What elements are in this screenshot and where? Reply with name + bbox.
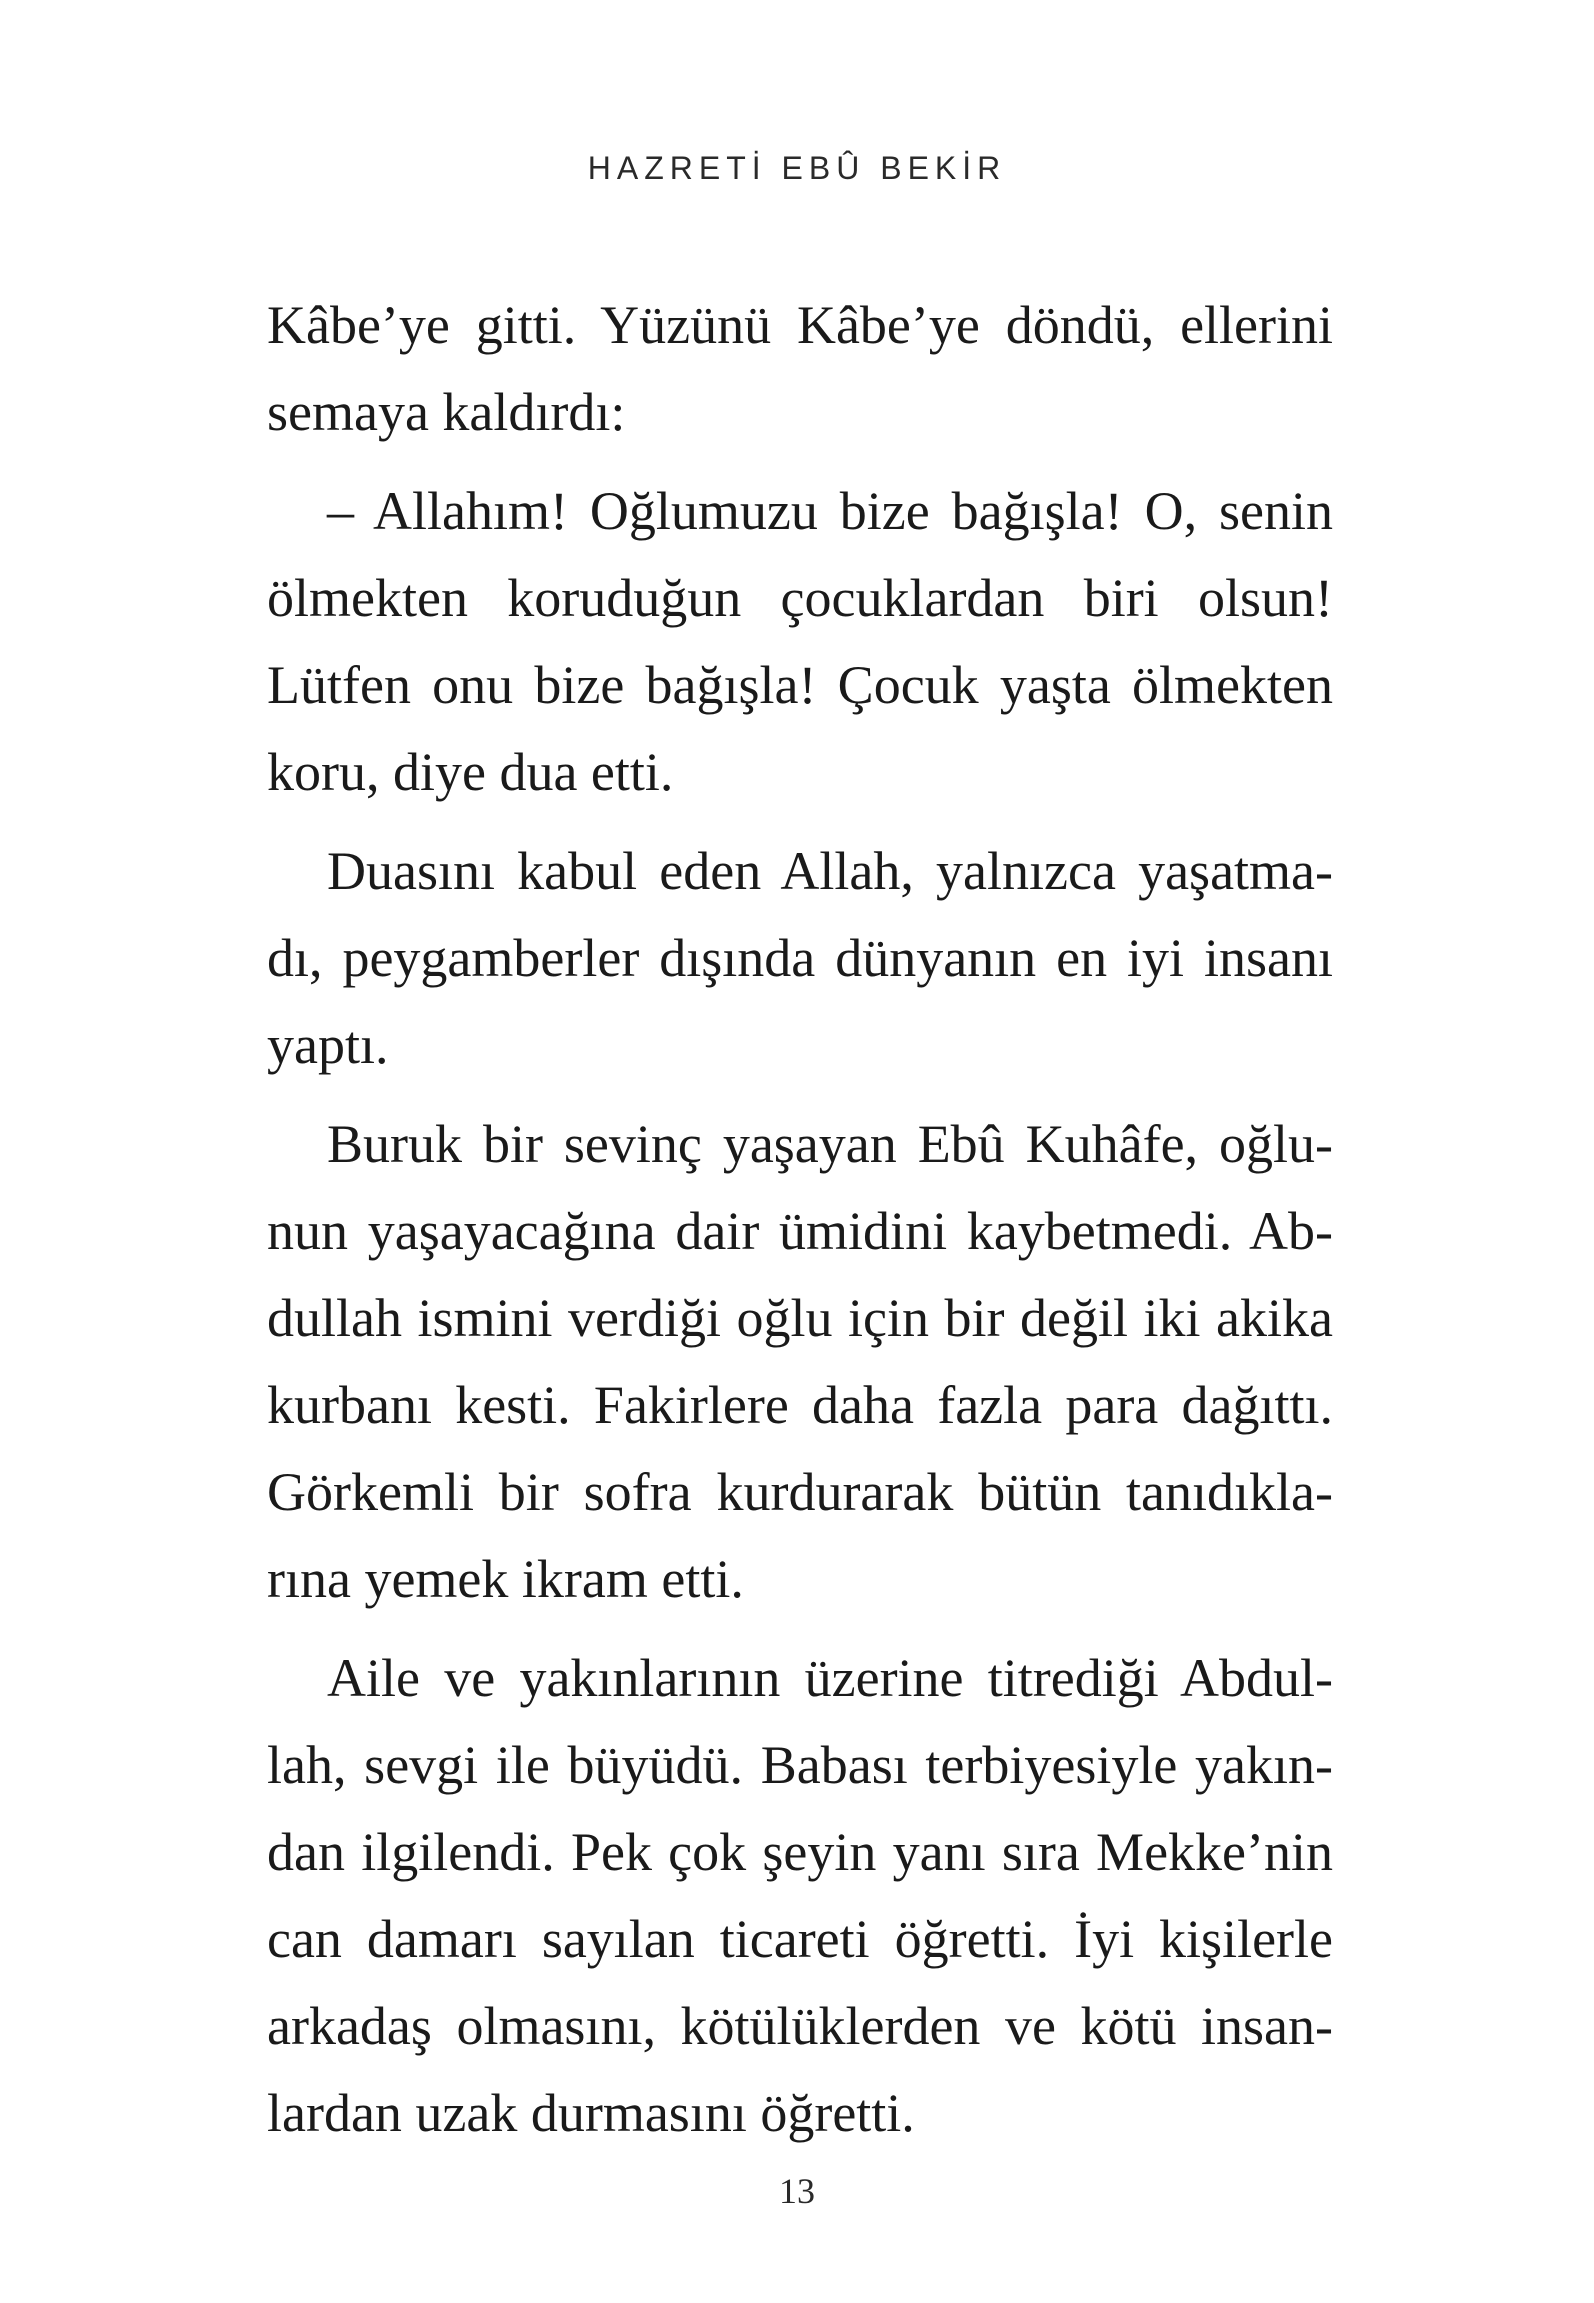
text-line: nun yaşayacağına dair ümidini kaybetmedi. Ab- <box>267 1201 1333 1261</box>
body-text <box>267 282 1333 2157</box>
running-head-title: HAZRETİ EBÛ BEKİR <box>587 150 1007 186</box>
text-line: lardan uzak durmasını öğretti. <box>267 2083 915 2143</box>
text-line: kurbanı kesti. Fakirlere daha fazla para dağıttı. <box>267 1375 1333 1435</box>
text-line: Aile ve yakınlarının üzerine titrediği Abdul- <box>327 1648 1333 1708</box>
paragraph-gap <box>267 1623 1333 1635</box>
text-line: Görkemli bir sofra kurdurarak bütün tanıdıkla- <box>267 1462 1333 1522</box>
paragraph-gap <box>267 1089 1333 1101</box>
text-line: Duasını kabul eden Allah, yalnızca yaşatma- <box>327 841 1333 901</box>
text-line: rına yemek ikram etti. <box>267 1549 744 1609</box>
text-line: dullah ismini verdiği oğlu için bir değil iki akika <box>267 1288 1333 1348</box>
text-line: yaptı. <box>267 1015 389 1075</box>
paragraph-gap <box>267 456 1333 468</box>
text-line: Buruk bir sevinç yaşayan Ebû Kuhâfe, oğlu- <box>327 1114 1333 1174</box>
text-line: dı, peygamberler dışında dünyanın en iyi insanı <box>267 928 1333 988</box>
page-number: 13 <box>779 2171 815 2211</box>
paragraph-gap <box>267 816 1333 828</box>
text-line: koru, diye dua etti. <box>267 742 674 802</box>
text-line: ölmekten koruduğun çocuklardan biri olsun! <box>267 568 1333 628</box>
text-line: can damarı sayılan ticareti öğretti. İyi kişilerle <box>267 1909 1333 1969</box>
text-line: lah, sevgi ile büyüdü. Babası terbiyesiyle yakın- <box>267 1735 1333 1795</box>
text-line: Kâbe’ye gitti. Yüzünü Kâbe’ye döndü, ellerini <box>267 295 1333 355</box>
text-line: dan ilgilendi. Pek çok şeyin yanı sıra Mekke’nin <box>267 1822 1333 1882</box>
text-line: semaya kaldırdı: <box>267 382 626 442</box>
text-line: – Allahım! Oğlumuzu bize bağışla! O, senin <box>327 481 1333 541</box>
text-line: Lütfen onu bize bağışla! Çocuk yaşta ölmekten <box>267 655 1333 715</box>
text-line: arkadaş olmasını, kötülüklerden ve kötü insan- <box>267 1996 1333 2056</box>
